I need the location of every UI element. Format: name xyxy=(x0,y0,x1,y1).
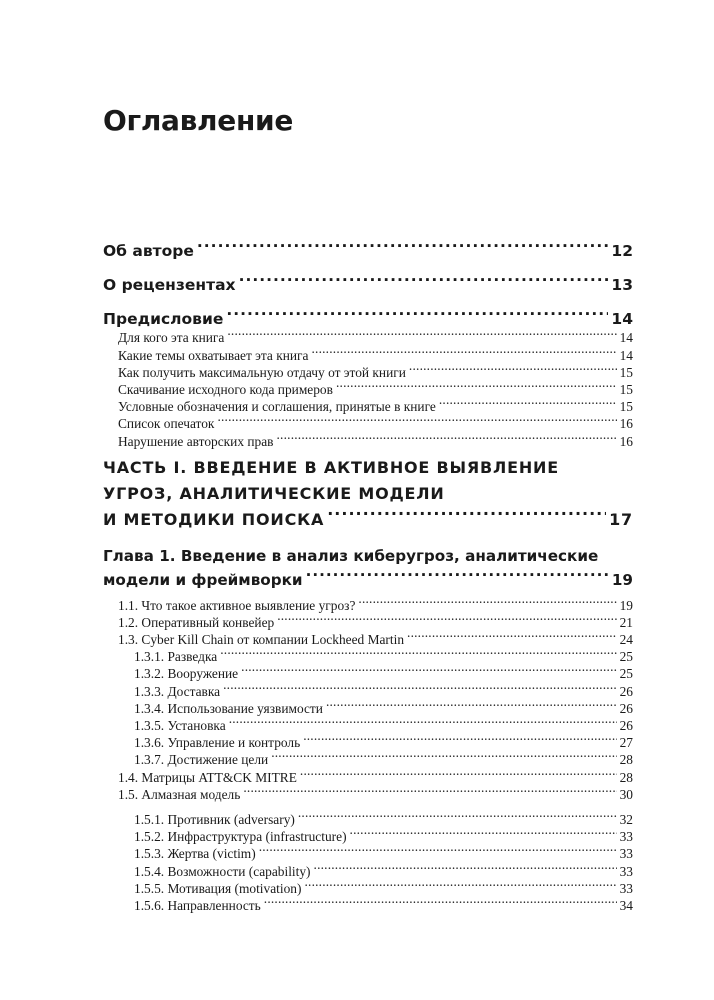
toc-entry-title: О рецензентах xyxy=(103,276,236,294)
toc-subentry[interactable] xyxy=(103,329,633,346)
toc-entry-page: 21 xyxy=(619,614,633,630)
toc-chapter-1[interactable] xyxy=(103,544,633,592)
toc-entry-title: 1.2. Оперативный конвейер xyxy=(118,614,275,630)
part-title-line: УГРОЗ, АНАЛИТИЧЕСКИЕ МОДЕЛИ xyxy=(103,484,445,504)
toc-entry-page: 33 xyxy=(619,846,633,862)
toc-part-1[interactable] xyxy=(103,455,633,533)
dot-leader xyxy=(220,648,616,661)
toc-entry-page: 19 xyxy=(611,571,633,590)
dot-leader xyxy=(306,570,609,585)
toc-entry-title: 1.5. Алмазная модель xyxy=(118,786,241,802)
toc-subentry[interactable] xyxy=(103,785,633,802)
toc-entry-title: 1.5.1. Противник (adversary) xyxy=(134,811,295,827)
toc-entry-page: 33 xyxy=(619,829,633,845)
toc-entry-title: 1.5.2. Инфраструктура (infrastructure) xyxy=(134,829,347,845)
toc-subentry[interactable] xyxy=(103,751,633,768)
toc-subentry[interactable] xyxy=(103,879,633,896)
toc-entry-page: 34 xyxy=(619,897,633,913)
toc-entry-page: 33 xyxy=(619,880,633,896)
toc-entry-title: Список опечаток xyxy=(118,416,215,432)
toc-entry-title: Какие темы охватывает эта книга xyxy=(118,347,309,363)
toc-entry-title: 1.3.2. Вооружение xyxy=(134,666,239,682)
toc-subentry[interactable] xyxy=(103,862,633,879)
toc-subentry[interactable] xyxy=(103,717,633,734)
toc-entry-title: Предисловие xyxy=(103,310,224,328)
toc-entry-page: 32 xyxy=(619,811,633,827)
chapter-title-line: модели и фреймворки xyxy=(103,571,303,590)
toc-subentry[interactable] xyxy=(103,614,633,631)
toc-subentry[interactable] xyxy=(103,432,633,449)
page-title: Оглавление xyxy=(103,104,294,137)
toc-entry-title: Нарушение авторских прав xyxy=(118,433,274,449)
toc-subentry[interactable] xyxy=(103,845,633,862)
dot-leader xyxy=(223,682,616,695)
toc-subentry[interactable] xyxy=(103,415,633,432)
toc-entry-title: 1.3.1. Разведка xyxy=(134,649,218,665)
toc-entry-about-author[interactable] xyxy=(103,239,633,273)
toc-entry-page: 25 xyxy=(619,666,633,682)
dot-leader xyxy=(304,879,616,892)
dot-leader xyxy=(227,329,616,342)
toc-entry-title: 1.3.7. Достижение цели xyxy=(134,752,269,768)
toc-subentry[interactable] xyxy=(103,665,633,682)
dot-leader xyxy=(298,811,617,824)
toc-entry-title: Условные обозначения и соглашения, принятые в книге xyxy=(118,399,436,415)
dot-leader xyxy=(314,862,617,875)
dot-leader xyxy=(303,734,616,747)
toc-entry-page: 17 xyxy=(609,510,633,530)
table-of-contents xyxy=(103,239,633,914)
toc-entry-page: 19 xyxy=(619,597,633,613)
dot-leader xyxy=(409,363,617,376)
toc-entry-reviewers[interactable] xyxy=(103,273,633,307)
dot-leader xyxy=(327,509,606,525)
toc-entry-title: 1.5.3. Жертва (victim) xyxy=(134,846,256,862)
toc-entry-title: Об авторе xyxy=(103,242,194,260)
toc-subentry[interactable] xyxy=(103,648,633,665)
toc-entry-title: 1.3.6. Управление и контроль xyxy=(134,735,301,751)
toc-subentry[interactable] xyxy=(103,631,633,648)
toc-entry-title: 1.1. Что такое активное выявление угроз? xyxy=(118,597,356,613)
dot-leader xyxy=(271,751,616,764)
part-title-line: ЧАСТЬ I. ВВЕДЕНИЕ В АКТИВНОЕ ВЫЯВЛЕНИЕ xyxy=(103,458,559,478)
toc-entry-page: 24 xyxy=(619,632,633,648)
toc-entry-page: 14 xyxy=(619,330,633,346)
toc-subentry[interactable] xyxy=(103,363,633,380)
dot-leader xyxy=(243,785,616,798)
chapter-1-entries xyxy=(103,596,633,913)
toc-subentry[interactable] xyxy=(103,811,633,828)
toc-subentry[interactable] xyxy=(103,699,633,716)
dot-leader xyxy=(277,432,617,445)
toc-entry-page: 15 xyxy=(619,399,633,415)
toc-subentry[interactable] xyxy=(103,734,633,751)
toc-entry-title: 1.3.5. Установка xyxy=(134,718,226,734)
toc-subentry[interactable] xyxy=(103,398,633,415)
dot-leader xyxy=(358,596,616,609)
toc-entry-page: 26 xyxy=(619,683,633,699)
toc-entry-preface[interactable] xyxy=(103,307,633,329)
dot-leader xyxy=(217,415,616,428)
toc-entry-title: Скачивание исходного кода примеров xyxy=(118,381,333,397)
chapter-title-line: Глава 1. Введение в анализ киберугроз, аналитические xyxy=(103,547,599,566)
toc-entry-title: 1.3.3. Доставка xyxy=(134,683,221,699)
dot-leader xyxy=(336,381,617,394)
toc-subentry[interactable] xyxy=(103,346,633,363)
toc-entry-page: 33 xyxy=(619,863,633,879)
dot-leader xyxy=(350,828,617,841)
toc-entry-page: 15 xyxy=(619,364,633,380)
toc-entry-page: 27 xyxy=(619,735,633,751)
dot-leader xyxy=(277,614,616,627)
toc-entry-page: 12 xyxy=(611,242,633,260)
toc-subentry[interactable] xyxy=(103,897,633,914)
toc-entry-title: Для кого эта книга xyxy=(118,330,225,346)
dot-leader xyxy=(259,845,617,858)
dot-leader xyxy=(229,717,617,730)
dot-leader xyxy=(311,346,616,359)
toc-entry-page: 28 xyxy=(619,769,633,785)
dot-leader xyxy=(197,241,609,257)
toc-entry-title: 1.5.4. Возможности (capability) xyxy=(134,863,311,879)
toc-subentry[interactable] xyxy=(103,828,633,845)
dot-leader xyxy=(239,275,609,291)
toc-entry-title: 1.3.4. Использование уязвимости xyxy=(134,700,323,716)
part-title-line: И МЕТОДИКИ ПОИСКА xyxy=(103,510,325,530)
toc-entry-page: 15 xyxy=(619,381,633,397)
toc-entry-page: 25 xyxy=(619,649,633,665)
dot-leader xyxy=(300,768,617,781)
toc-subentry[interactable] xyxy=(103,682,633,699)
dot-leader xyxy=(326,699,617,712)
toc-entry-page: 30 xyxy=(619,786,633,802)
toc-entry-page: 14 xyxy=(619,347,633,363)
toc-entry-title: 1.5.5. Мотивация (motivation) xyxy=(134,880,302,896)
dot-leader xyxy=(241,665,616,678)
toc-subentry[interactable] xyxy=(103,381,633,398)
dot-leader xyxy=(407,631,617,644)
toc-entry-title: Как получить максимальную отдачу от этой книги xyxy=(118,364,406,380)
toc-entry-page: 28 xyxy=(619,752,633,768)
toc-entry-page: 16 xyxy=(619,416,633,432)
toc-entry-page: 14 xyxy=(611,310,633,328)
toc-subentry[interactable] xyxy=(103,768,633,785)
toc-entry-page: 26 xyxy=(619,718,633,734)
toc-entry-title: 1.5.6. Направленность xyxy=(134,897,261,913)
dot-leader xyxy=(264,897,617,910)
toc-entry-page: 13 xyxy=(611,276,633,294)
toc-entry-page: 16 xyxy=(619,433,633,449)
dot-leader xyxy=(226,309,608,325)
dot-leader xyxy=(439,398,617,411)
toc-entry-title: 1.4. Матрицы ATT&CK MITRE xyxy=(118,769,297,785)
toc-entry-page: 26 xyxy=(619,700,633,716)
toc-subentry[interactable] xyxy=(103,596,633,613)
toc-entry-title: 1.3. Cyber Kill Chain от компании Lockheed Martin xyxy=(118,632,405,648)
